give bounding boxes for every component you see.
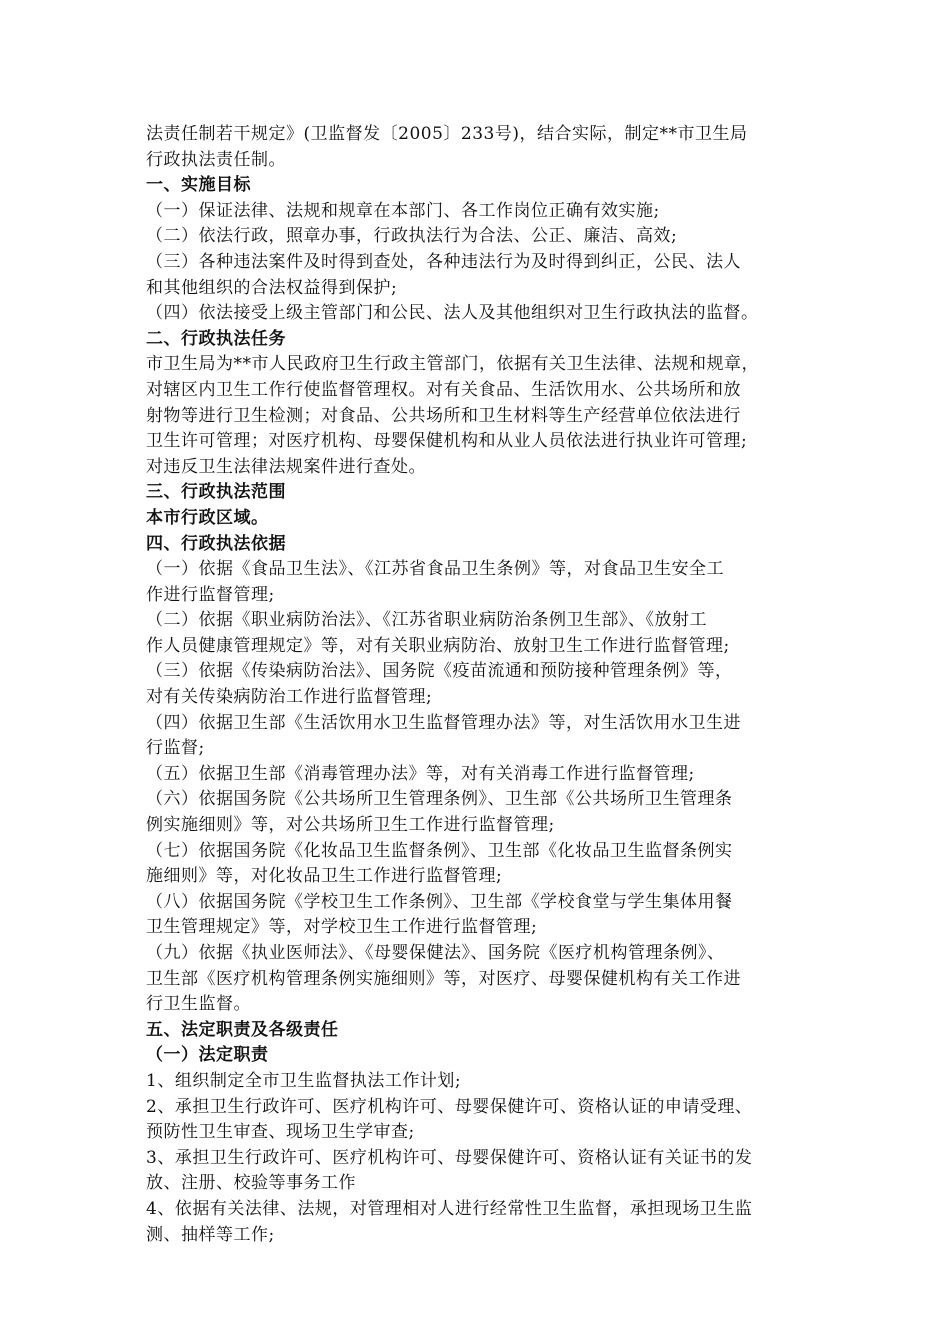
section-heading-line: 本市行政区域。 xyxy=(146,507,269,528)
text-line: （四）依法接受上级主管部门和公民、法人及其他组织对卫生行政执法的监督。 xyxy=(146,303,759,324)
text-line: 2、承担卫生行政许可、医疗机构许可、母婴保健许可、资格认证的申请受理、 xyxy=(146,1096,753,1117)
text-line: 市卫生局为**市人民政府卫生行政主管部门，依据有关卫生法律、法规和规章， xyxy=(146,354,759,375)
section-heading-line: 二、行政执法任务 xyxy=(146,328,286,349)
document-body xyxy=(146,122,816,1248)
text-line: （五）依据卫生部《消毒管理办法》等，对有关消毒工作进行监督管理; xyxy=(146,763,695,784)
text-line: （二）依法行政，照章办事，行政执法行为合法、公正、廉洁、高效; xyxy=(146,226,678,247)
text-line: 例实施细则》等，对公共场所卫生工作进行监督管理; xyxy=(146,815,555,836)
text-line: （九）依据《执业医师法》、《母婴保健法》、国务院《医疗机构管理条例》、 xyxy=(146,943,725,963)
text-line: 放、注册、校验等事务工作 xyxy=(146,1173,356,1194)
text-line: 法责任制若干规定》(卫监督发〔2005〕233号)，结合实际，制定**市卫生局 xyxy=(146,124,748,144)
text-line: 4、依据有关法律、法规，对管理相对人进行经常性卫生监督，承担现场卫生监 xyxy=(146,1198,753,1219)
text-line: （六）依据国务院《公共场所卫生管理条例》、卫生部《公共场所卫生管理条 xyxy=(146,789,733,810)
text-line: （三）各种违法案件及时得到查处，各种违法行为及时得到纠正，公民、法人 xyxy=(146,251,741,272)
section-heading-line: 四、行政执法依据 xyxy=(146,533,286,554)
text-line: 卫生许可管理；对医疗机构、母婴保健机构和从业人员依法进行执业许可管理; xyxy=(146,431,748,452)
section-heading-line: 五、法定职责及各级责任 xyxy=(146,1019,339,1040)
text-line: 行监督; xyxy=(146,738,205,759)
text-line: 行卫生监督。 xyxy=(146,994,251,1015)
text-line: 对违反卫生法律法规案件进行查处。 xyxy=(146,456,426,477)
text-line: （二）依据《职业病防治法》、《江苏省职业病防治条例卫生部》、《放射工 xyxy=(146,610,707,631)
text-line: 3、承担卫生行政许可、医疗机构许可、母婴保健许可、资格认证有关证书的发 xyxy=(146,1147,753,1168)
text-line: 卫生管理规定》等，对学校卫生工作进行监督管理; xyxy=(146,917,538,938)
text-line: （七）依据国务院《化妆品卫生监督条例》、卫生部《化妆品卫生监督条例实 xyxy=(146,840,733,861)
text-line: 卫生部《医疗机构管理条例实施细则》等，对医疗、母婴保健机构有关工作进 xyxy=(146,968,741,989)
section-heading-line: （一）法定职责 xyxy=(146,1045,269,1066)
section-heading-line: 一、实施目标 xyxy=(146,175,251,196)
text-line: 对辖区内卫生工作行使监督管理权。对有关食品、生活饮用水、公共场所和放 xyxy=(146,379,741,400)
text-line: 预防性卫生审查、现场卫生学审查; xyxy=(146,1122,415,1143)
text-line: 1、组织制定全市卫生监督执法工作计划; xyxy=(146,1070,462,1091)
section-heading-line: 三、行政执法范围 xyxy=(146,482,286,503)
text-line: 射物等进行卫生检测；对食品、公共场所和卫生材料等生产经营单位依法进行 xyxy=(146,405,741,426)
text-line: 行政执法责任制。 xyxy=(146,149,286,170)
text-line: （三）依据《传染病防治法》、国务院《疫苗流通和预防接种管理条例》等， xyxy=(146,661,733,682)
text-line: 测、抽样等工作; xyxy=(146,1224,275,1245)
text-line: 对有关传染病防治工作进行监督管理; xyxy=(146,687,433,708)
text-line: 作人员健康管理规定》等，对有关职业病防治、放射卫生工作进行监督管理; xyxy=(146,635,730,656)
text-line: （八）依据国务院《学校卫生工作条例》、卫生部《学校食堂与学生集体用餐 xyxy=(146,891,733,912)
text-line: 作进行监督管理; xyxy=(146,584,275,605)
text-line: 和其他组织的合法权益得到保护; xyxy=(146,277,398,298)
text-line: （四）依据卫生部《生活饮用水卫生监督管理办法》等，对生活饮用水卫生进 xyxy=(146,712,741,733)
text-line: （一）依据《食品卫生法》、《江苏省食品卫生条例》等，对食品卫生安全工 xyxy=(146,559,724,580)
text-line: （一）保证法律、法规和规章在本部门、各工作岗位正确有效实施; xyxy=(146,200,660,221)
text-line: 施细则》等，对化妆品卫生工作进行监督管理; xyxy=(146,866,503,887)
